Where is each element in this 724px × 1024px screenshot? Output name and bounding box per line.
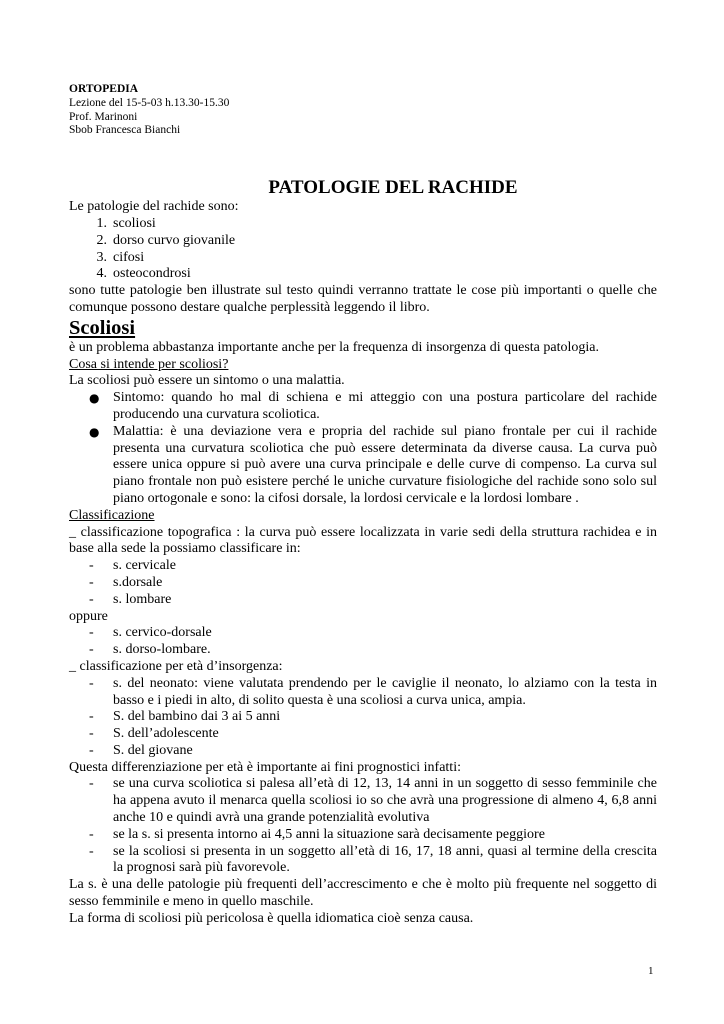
list-item: - s.dorsale bbox=[89, 574, 163, 590]
list-item: - s. cervico-dorsale bbox=[89, 625, 212, 641]
list-item: - s. lombare bbox=[89, 591, 172, 607]
age-list bbox=[69, 676, 657, 760]
transcriber-name: Sbob Francesca Bianchi bbox=[69, 124, 181, 137]
list-item: - s. dorso-lombare. bbox=[89, 642, 211, 658]
list-item: ● Malattia: è una deviazione vera e propria del rachide sul piano frontale per cui il rachide presenta una curvatura scoliotica che può essere determinata da diverse causa. La curva può essere unica oppure si può avere una curva principale e delle curve di compenso. La curva sul piano frontale non può esistere perché le uniche curvature fisiologiche del rachide sono solo sul piano ortogonale e sono: la cifosi dorsale, la lordosi cervicale e la lordosi lombare . bbox=[69, 424, 657, 508]
list-item: - se una curva scoliotica si palesa all’età di 12, 13, 14 anni in un soggetto di sesso femminile che ha appena avuto il menarca quella scoliosi io so che avrà una progressione di almeno 4, 6,8 anni anche 10 e quindi avrà una grande potenzialità evolutiva bbox=[89, 776, 657, 826]
intro-line: Le patologie del rachide sono: bbox=[69, 199, 239, 215]
list-item: - S. dell’adolescente bbox=[89, 726, 219, 742]
list-item: 4. osteocondrosi bbox=[96, 266, 191, 282]
age-intro: _ classificazione per età d’insorgenza: bbox=[69, 658, 283, 674]
professor-name: Prof. Marinoni bbox=[69, 110, 138, 123]
topographic-list bbox=[69, 558, 657, 608]
lecture-date: Lezione del 15-5-03 h.13.30-15.30 bbox=[69, 96, 230, 109]
bullet-icon: ● bbox=[89, 424, 100, 439]
pathology-list bbox=[69, 216, 657, 283]
prognosis-intro: Questa differenziazione per età è importante ai fini prognostici infatti: bbox=[69, 759, 461, 775]
section-heading-scoliosi: Scoliosi bbox=[69, 316, 136, 339]
page-title: PATOLOGIE DEL RACHIDE bbox=[268, 177, 518, 199]
page-number: 1 bbox=[648, 965, 654, 977]
or-word: oppure bbox=[69, 608, 108, 624]
list-item: - se la scoliosi si presenta in un soggetto all’età di 16, 17, 18 anni, quasi al termine della crescita la prognosi sarà più favorevole. bbox=[89, 843, 657, 876]
lecture-header bbox=[69, 83, 657, 138]
list-item: ● Sintomo: quando ho mal di schiena e mi atteggio con una postura particolare del rachide producendo una curvatura scoliotica. bbox=[69, 390, 657, 424]
section-intro: è un problema abbastanza importante anche per la frequenza di insorgenza di questa patologia. bbox=[69, 339, 599, 355]
classification-heading: Classificazione bbox=[69, 507, 155, 523]
list-item: - S. del giovane bbox=[89, 742, 193, 758]
prognosis-list bbox=[69, 776, 657, 877]
intro-paragraph: sono tutte patologie ben illustrate sul testo quindi verranno trattate le cose più importanti o quelle che comunque possono destare qualche perplessità leggendo il libro. bbox=[69, 283, 657, 315]
answer-line: La scoliosi può essere un sintomo o una malattia. bbox=[69, 373, 345, 389]
list-item: - s. cervicale bbox=[89, 558, 176, 574]
closing-paragraph-2: La forma di scoliosi più pericolosa è quella idiomatica cioè senza causa. bbox=[69, 910, 474, 926]
question-heading: Cosa si intende per scoliosi? bbox=[69, 356, 229, 372]
bullet-icon: ● bbox=[89, 391, 100, 406]
definition-list bbox=[69, 390, 657, 508]
course-name: ORTOPEDIA bbox=[69, 83, 139, 95]
list-item: 3. cifosi bbox=[96, 249, 145, 265]
list-item: - se la s. si presenta intorno ai 4,5 anni la situazione sarà decisamente peggiore bbox=[89, 826, 545, 842]
topographic-list-b bbox=[69, 625, 657, 659]
document-body bbox=[69, 199, 657, 927]
list-item: 2. dorso curvo giovanile bbox=[96, 232, 236, 248]
topographic-intro: _ classificazione topografica : la curva può essere localizzata in varie sedi della struttura rachidea e in base alla sede la possiamo classificare in: bbox=[69, 524, 657, 557]
closing-paragraph-1: La s. è una delle patologie più frequenti dell’accrescimento e che è molto più frequente nel soggetto di sesso femminile e meno in quello maschile. bbox=[69, 877, 657, 910]
document-page bbox=[69, 83, 657, 928]
list-item: 1. scoliosi bbox=[96, 215, 156, 231]
list-item: - S. del bambino dai 3 ai 5 anni bbox=[89, 709, 281, 725]
list-item: - s. del neonato: viene valutata prendendo per le caviglie il neonato, lo alziamo con la testa in basso e i piedi in alto, di solito questa è una scoliosi a curva unica, ampia. bbox=[89, 675, 657, 708]
